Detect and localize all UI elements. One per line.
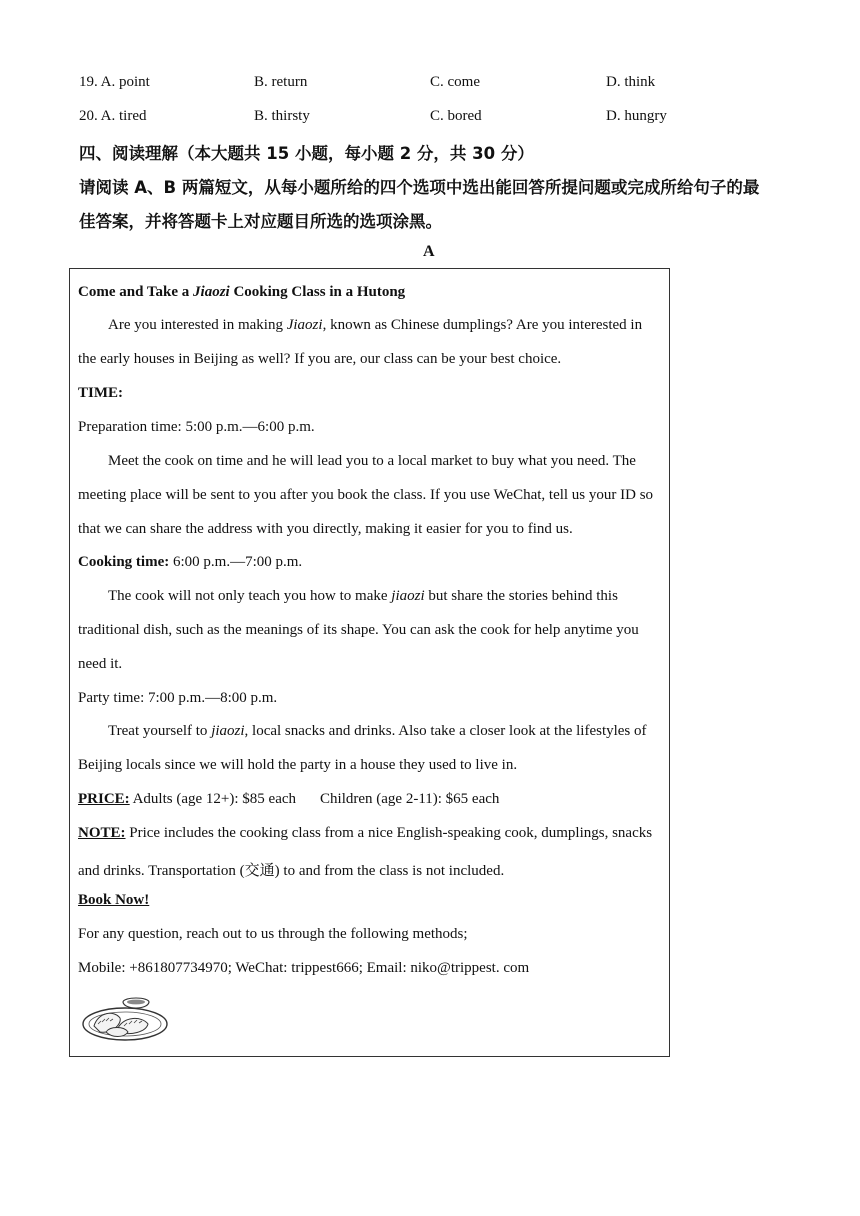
note-line-2: and drinks. Transportation (交通) to and from the class is not included. xyxy=(78,863,505,879)
section-heading: 四、阅读理解（本大题共 15 小题，每小题 2 分，共 30 分） xyxy=(79,144,534,163)
price-line: PRICE: Adults (age 12+): $85 each Children (age 2-11): $65 each xyxy=(78,791,500,807)
contact-line-1: For any question, reach out to us through the following methods; xyxy=(78,926,468,942)
passage-letter: A xyxy=(423,243,435,260)
party-time: Party time: 7:00 p.m.—8:00 p.m. xyxy=(78,690,278,706)
party-line-2: Beijing locals since we will hold the party in a house they used to live in. xyxy=(78,757,518,773)
prep-line-3: that we can share the address with you directly, making it easier for you to find us. xyxy=(78,521,573,537)
option-19-b: B. return xyxy=(254,74,308,90)
note-line-1: NOTE: Price includes the cooking class from a nice English-speaking cook, dumplings, snacks xyxy=(78,825,653,841)
option-19-a: 19. A. point xyxy=(79,74,150,90)
time-label: TIME: xyxy=(78,385,123,401)
option-19-c: C. come xyxy=(430,74,480,90)
option-20-d: D. hungry xyxy=(606,108,667,124)
party-line-1: Treat yourself to jiaozi, local snacks and drinks. Also take a closer look at the lifestyles of xyxy=(108,723,647,739)
prep-line-2: meeting place will be sent to you after you book the class. If you use WeChat, tell us your ID so xyxy=(78,487,654,503)
passage-title: Come and Take a Jiaozi Cooking Class in a Hutong xyxy=(78,284,406,300)
cook-line-2: traditional dish, such as the meanings of its shape. You can ask the cook for help anytime you xyxy=(78,622,639,638)
option-19-d: D. think xyxy=(606,74,656,90)
instruction-line-1: 请阅读 A、B 两篇短文，从每小题所给的四个选项中选出能回答所提问题或完成所给句子的最 xyxy=(79,178,760,197)
cook-line-3: need it. xyxy=(78,656,123,672)
prep-line-1: Meet the cook on time and he will lead you to a local market to buy what you need. The xyxy=(108,453,636,469)
preparation-time: Preparation time: 5:00 p.m.—6:00 p.m. xyxy=(78,419,315,435)
intro-line-2: the early houses in Beijing as well? If you are, our class can be your best choice. xyxy=(78,351,562,367)
intro-line-1: Are you interested in making Jiaozi, known as Chinese dumplings? Are you interested in xyxy=(108,317,643,333)
contact-line-2: Mobile: +861807734970; WeChat: trippest666; Email: niko@trippest. com xyxy=(78,960,530,976)
option-20-a: 20. A. tired xyxy=(79,108,147,124)
cook-line-1: The cook will not only teach you how to make jiaozi but share the stories behind this xyxy=(108,588,618,604)
option-20-c: C. bored xyxy=(430,108,482,124)
dumpling-plate-illustration xyxy=(80,992,172,1044)
book-now: Book Now! xyxy=(78,892,150,908)
instruction-line-2: 佳答案，并将答题卡上对应题目所选的选项涂黑。 xyxy=(79,212,442,231)
option-20-b: B. thirsty xyxy=(254,108,310,124)
cooking-time: Cooking time: 6:00 p.m.—7:00 p.m. xyxy=(78,554,303,570)
